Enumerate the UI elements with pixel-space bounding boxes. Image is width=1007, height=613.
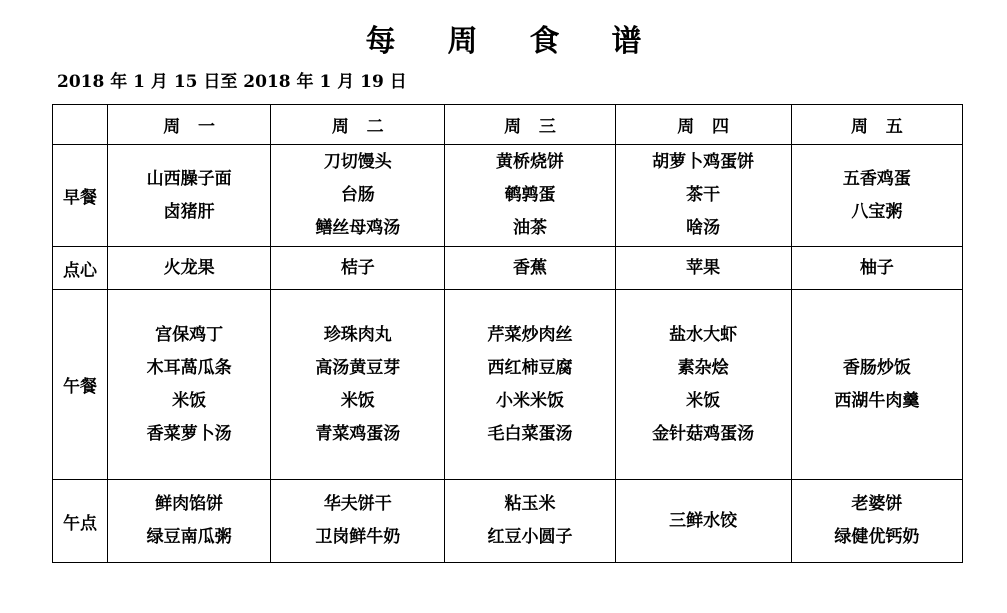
- menu-cell: [271, 290, 445, 480]
- menu-cell: [271, 247, 445, 290]
- dish: 粘玉米: [504, 494, 556, 514]
- menu-cell: [271, 480, 445, 563]
- dish: 米饭: [340, 390, 375, 411]
- menu-cell: [791, 290, 962, 480]
- dish: 油茶: [512, 218, 547, 238]
- dish: 茶干: [686, 185, 721, 205]
- dish: 火龙果: [163, 257, 215, 278]
- meal-label-snack: 点心: [53, 247, 108, 290]
- table-row-afternoon-snack: [53, 480, 963, 563]
- page-title: 每周食谱: [365, 24, 694, 59]
- dish: 青菜鸡蛋汤: [315, 423, 401, 444]
- dish: 素杂烩: [677, 357, 729, 378]
- dish: 小米米饭: [495, 390, 564, 411]
- menu-cell: [445, 290, 615, 480]
- dish: 卫岗鲜牛奶: [315, 527, 401, 547]
- dish: 绿健优钙奶: [834, 527, 920, 547]
- day-header-tuesday: 周 二: [271, 105, 445, 145]
- dish: 香菜萝卜汤: [146, 423, 232, 444]
- dish: 胡萝卜鸡蛋饼: [652, 152, 755, 172]
- dish: 珍珠肉丸: [323, 324, 392, 345]
- table-row-lunch: [53, 290, 963, 480]
- menu-cell: [615, 290, 791, 480]
- weekly-menu-table: [52, 104, 963, 563]
- dish: 八宝粥: [851, 201, 903, 222]
- meal-label-breakfast: 早餐: [53, 145, 108, 247]
- dish: 香蕉: [512, 257, 547, 278]
- dish: 高汤黄豆芽: [315, 357, 401, 378]
- table-row-snack: [53, 247, 963, 290]
- day-header-friday: 周 五: [791, 105, 962, 145]
- dish: 鹌鹑蛋: [504, 185, 556, 205]
- dish: 毛白菜蛋汤: [487, 423, 573, 444]
- menu-cell: [108, 480, 271, 563]
- dish: 老婆饼: [851, 494, 903, 514]
- meal-label-afternoon-snack: 午点: [53, 480, 108, 563]
- menu-cell: [108, 247, 271, 290]
- dish: 香肠炒饭: [842, 357, 911, 378]
- dish: 盐水大虾: [669, 324, 738, 345]
- dish: 台肠: [340, 185, 375, 205]
- menu-cell: [615, 480, 791, 563]
- menu-cell: [445, 247, 615, 290]
- menu-cell: [791, 480, 962, 563]
- dish: 刀切馒头: [323, 152, 392, 172]
- dish: 鳝丝母鸡汤: [315, 218, 401, 238]
- menu-cell: [108, 290, 271, 480]
- meal-label-lunch: 午餐: [53, 290, 108, 480]
- menu-cell: [445, 480, 615, 563]
- menu-cell: [615, 247, 791, 290]
- dish: 金针菇鸡蛋汤: [652, 423, 755, 444]
- dish: 绿豆南瓜粥: [146, 527, 232, 547]
- dish: 山西臊子面: [146, 168, 232, 189]
- date-range: 2018 年 1 月 15 日至 2018 年 1 月 19 日: [57, 72, 407, 92]
- table-header-row: [53, 105, 963, 145]
- dish: 柚子: [859, 257, 894, 278]
- day-header-monday: 周 一: [108, 105, 271, 145]
- dish: 卤猪肝: [163, 201, 215, 222]
- table-row-breakfast: [53, 145, 963, 247]
- menu-cell: [791, 145, 962, 247]
- dish: 米饭: [172, 390, 207, 411]
- dish: 米饭: [686, 390, 721, 411]
- menu-cell: [445, 145, 615, 247]
- dish: 宫保鸡丁: [155, 324, 224, 345]
- menu-cell: [271, 145, 445, 247]
- dish: 鲜肉馅饼: [155, 494, 224, 514]
- corner-cell: [53, 105, 108, 145]
- day-header-thursday: 周 四: [615, 105, 791, 145]
- menu-cell: [615, 145, 791, 247]
- dish: 桔子: [340, 257, 375, 278]
- menu-cell: [108, 145, 271, 247]
- dish: 西红柿豆腐: [487, 357, 573, 378]
- dish: 五香鸡蛋: [842, 168, 911, 189]
- dish: 华夫饼干: [323, 494, 392, 514]
- dish: 黄桥烧饼: [495, 152, 564, 172]
- menu-cell: [791, 247, 962, 290]
- dish: 木耳萵瓜条: [146, 357, 232, 378]
- dish: 三鲜水饺: [669, 510, 738, 531]
- day-header-wednesday: 周 三: [445, 105, 615, 145]
- dish: 芹菜炒肉丝: [487, 324, 573, 345]
- dish: 苹果: [686, 257, 721, 278]
- dish: 西湖牛肉羹: [834, 390, 920, 411]
- dish: 啥汤: [686, 218, 721, 238]
- dish: 红豆小圆子: [487, 527, 573, 547]
